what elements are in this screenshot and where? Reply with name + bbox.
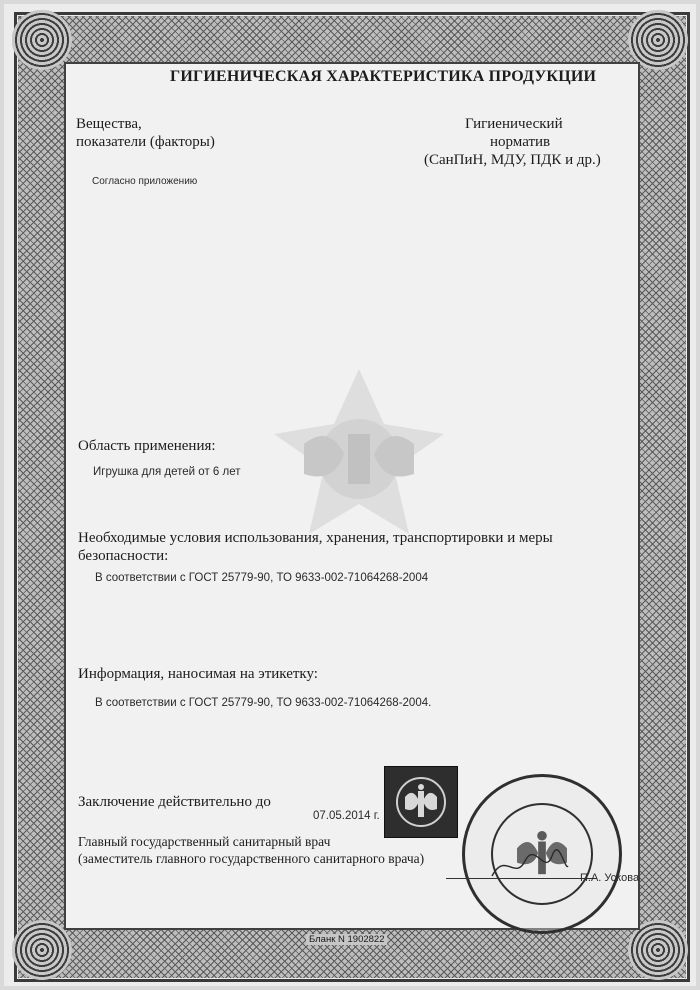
conditions-value: В соответствии с ГОСТ 25779-90, ТО 9633-002-71064268-2004 [95,572,429,584]
label-info-label: Информация, наносимая на этикетку: [78,666,318,682]
signer-name: П.А. Ускова [580,872,640,884]
corner-ornament-top-right [628,10,688,70]
scope-value: Игрушка для детей от 6 лет [93,466,241,478]
doctor-title-line1: Главный государственный санитарный врач [78,834,331,849]
substances-header-line1: Вещества, [76,116,142,132]
signature-scribble [490,846,570,886]
substances-value: Согласно приложению [92,176,198,187]
conditions-label-line2: безопасности: [78,548,169,564]
norm-header-line1: Гигиенический [465,116,563,132]
label-info-value: В соответствии с ГОСТ 25779-90, ТО 9633-002-71064268-2004. [95,697,432,709]
valid-until-label: Заключение действительно до [78,794,271,810]
corner-ornament-top-left [12,10,72,70]
document-title: ГИГИЕНИЧЕСКАЯ ХАРАКТЕРИСТИКА ПРОДУКЦИИ [170,68,597,85]
norm-header-line3: (СанПиН, МДУ, ПДК и др.) [424,152,601,168]
substances-header-line2: показатели (факторы) [76,134,215,150]
norm-header-line2: норматив [490,134,551,150]
conditions-label-line1: Необходимые условия использования, хранения, транспортировки и меры [78,530,553,546]
blank-number: Бланк N 1902822 [306,934,387,945]
coat-of-arms-icon [384,766,458,838]
doctor-title-line2: (заместитель главного государственного санитарного врача) [78,851,425,866]
corner-ornament-bottom-left [12,920,72,980]
scope-label: Область применения: [78,438,216,454]
valid-until-date: 07.05.2014 г. [313,810,380,822]
